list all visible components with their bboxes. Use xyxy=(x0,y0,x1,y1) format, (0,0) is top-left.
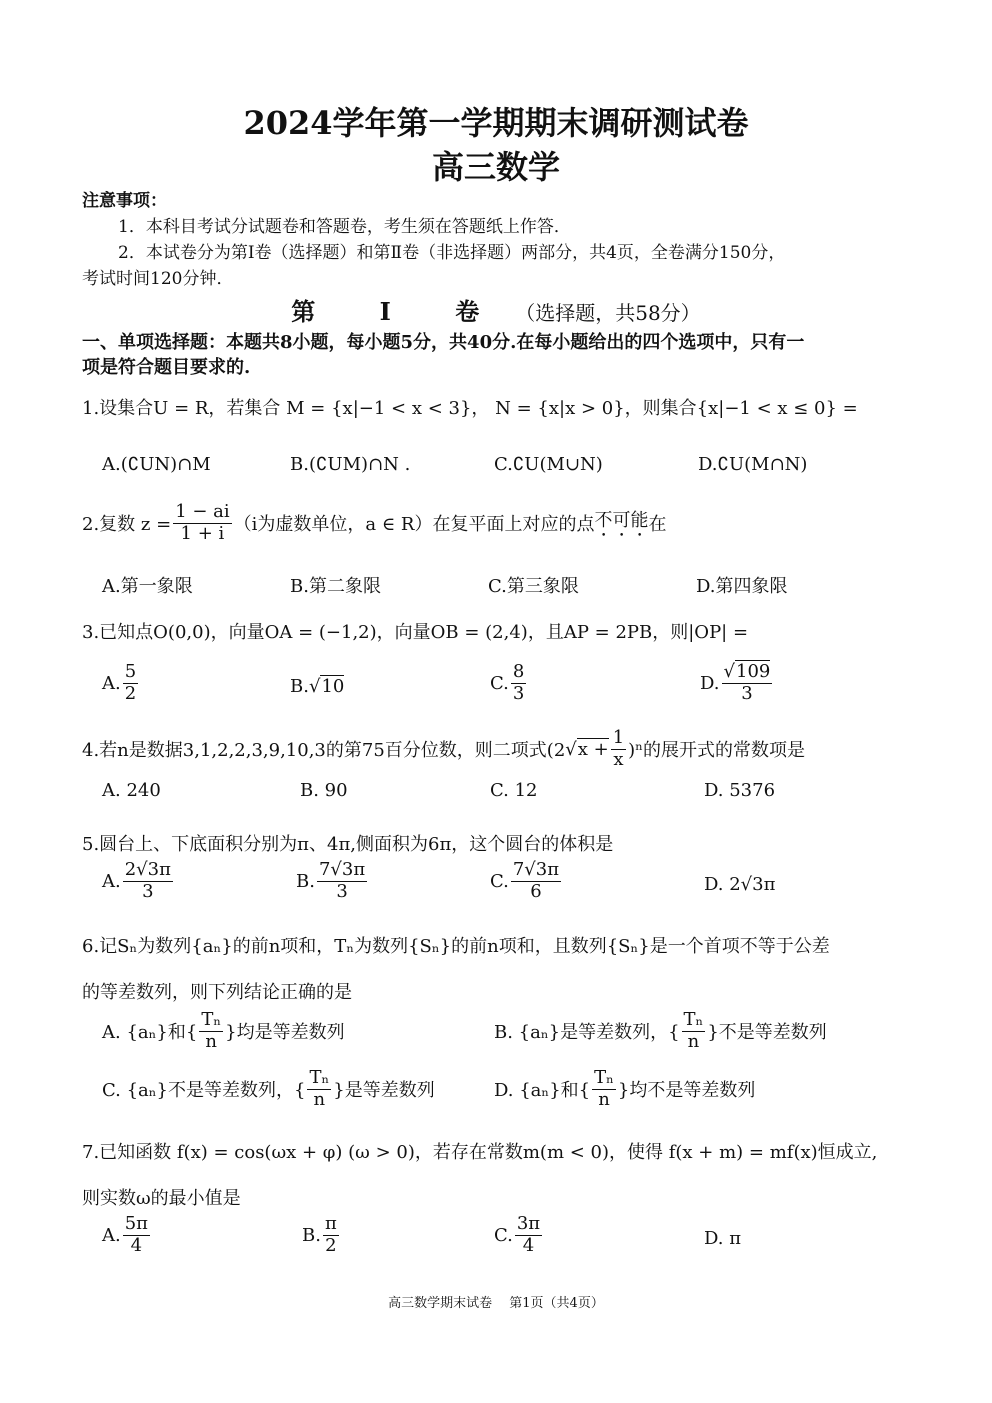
q3-b-val: 10 xyxy=(321,676,345,697)
q6-c-2: }是等差数列 xyxy=(333,1080,435,1102)
q3-d-label: D. xyxy=(700,672,720,694)
q2-frac-den: 1 + i xyxy=(180,522,225,544)
q6-option-a xyxy=(102,1010,345,1052)
q6-option-b xyxy=(494,1010,827,1052)
q6-option-d xyxy=(494,1068,755,1110)
q5-a-den: 3 xyxy=(142,880,154,902)
exam-subtitle: 高三数学 xyxy=(431,148,560,186)
q7-c-den: 4 xyxy=(522,1234,535,1256)
q6-option-c xyxy=(102,1068,435,1110)
question-2 xyxy=(82,502,666,544)
q4-option-a: A. 240 xyxy=(102,780,161,801)
section-header xyxy=(0,292,992,327)
question-5: 5.圆台上、下底面积分别为π、4π,侧面积为6π，这个圆台的体积是 xyxy=(82,834,614,855)
q6-b-frac xyxy=(682,1010,706,1052)
q2-option-d: D.第四象限 xyxy=(696,576,788,597)
section-instruction-a: 一、单项选择题：本题共8小题，每小题5分，共40分.在每小题给出的四个选项中，只有一 xyxy=(82,332,805,353)
question-1: 1.设集合U = R，若集合 M = {x|−1 < x < 3}， N = {x|x > 0}，则集合{x|−1 < x ≤ 0} = xyxy=(82,398,858,419)
q1-option-c: C.∁U(M∪N) xyxy=(494,454,603,475)
q6-d-num: Tₙ xyxy=(594,1067,614,1088)
q3-c-num: 8 xyxy=(512,661,525,682)
q3-a-den: 2 xyxy=(124,682,137,704)
q5-c-frac xyxy=(511,860,561,902)
q6-b-num: Tₙ xyxy=(683,1009,704,1030)
q3-a-num: 5 xyxy=(124,661,137,682)
q5-c-num: 7√3π xyxy=(512,859,560,880)
notice-item-1: 1．本科目考试分试题卷和答题卷，考生须在答题纸上作答． xyxy=(118,217,571,237)
q2-prefix: 2.复数 z = xyxy=(82,514,172,536)
q3-option-b: B.√10 xyxy=(290,676,345,697)
q6-a-num: Tₙ xyxy=(201,1009,222,1030)
q1-option-d: D.∁U(M∩N) xyxy=(698,454,808,475)
q7-option-c xyxy=(494,1214,544,1256)
question-7-line-2: 则实数ω的最小值是 xyxy=(82,1188,241,1209)
q1-option-b: B.(∁UM)∩N . xyxy=(290,454,411,475)
q3-c-frac xyxy=(511,662,526,704)
q4-option-d: D. 5376 xyxy=(704,780,776,801)
q2-option-a: A.第一象限 xyxy=(102,576,193,597)
q7-option-d: D. π xyxy=(704,1228,742,1249)
q7-option-a xyxy=(102,1214,152,1256)
notice-item-2b: 考试时间120分钟． xyxy=(82,269,234,289)
q1-option-a: A.(∁UN)∩M xyxy=(102,454,211,475)
q7-option-b xyxy=(302,1214,341,1256)
q2-option-b: B.第二象限 xyxy=(290,576,381,597)
q6-a-1: A. {aₙ}和{ xyxy=(102,1022,198,1044)
q3-option-d xyxy=(700,662,774,704)
q5-c-den: 6 xyxy=(530,880,542,902)
page-footer: 高三数学期末试卷 第1页（共4页） xyxy=(388,1296,604,1311)
question-4: 4.若n是数据3,1,2,2,3,9,10,3的第75百分位数，则二项式(2 √ x + $\frac{1}{x}$ )ⁿ的展开式的常数项是 xyxy=(82,727,805,770)
q3-d-den: 3 xyxy=(741,682,753,704)
q5-option-d: D. 2√3π xyxy=(704,874,776,895)
q7-b-frac xyxy=(323,1214,339,1256)
q3-c-label: C. xyxy=(490,672,509,694)
q7-c-num: 3π xyxy=(516,1213,541,1234)
q6-b-2: }不是等差数列 xyxy=(707,1022,827,1044)
q6-a-den: n xyxy=(205,1030,218,1052)
q4-text-1: 4.若n是数据3,1,2,2,3,9,10,3的第75百分位数，则二项式(2 xyxy=(82,740,566,762)
q2-emphasis: 不可能 xyxy=(594,509,649,531)
question-7-line-1: 7.已知函数 f(x) = cos(ωx + φ) (ω > 0)，若存在常数m(m < 0)，使得 f(x + m) = mf(x)恒成立, xyxy=(82,1142,878,1163)
q5-a-label: A. xyxy=(102,870,121,892)
q7-b-den: 2 xyxy=(325,1234,337,1256)
q5-option-a xyxy=(102,860,175,902)
q6-d-1: D. {aₙ}和{ xyxy=(494,1080,591,1102)
q5-b-den: 3 xyxy=(336,880,348,902)
q3-b-label: B. xyxy=(290,676,309,697)
question-6-line-2: 的等差数列，则下列结论正确的是 xyxy=(82,982,352,1003)
q6-a-frac xyxy=(199,1010,223,1052)
q3-c-den: 3 xyxy=(512,682,525,704)
q4-option-b: B. 90 xyxy=(300,780,348,801)
q5-option-c xyxy=(490,860,563,902)
q6-c-frac xyxy=(307,1068,331,1110)
q3-d-num: 109 xyxy=(736,661,771,682)
q6-b-den: n xyxy=(687,1030,700,1052)
q7-c-frac xyxy=(515,1214,542,1256)
notice-item-2a: 2．本试卷分为第Ⅰ卷（选择题）和第Ⅱ卷（非选择题）两部分，共4页，全卷满分150分， xyxy=(118,243,786,263)
q7-a-label: A. xyxy=(102,1224,121,1246)
q6-a-2: }均是等差数列 xyxy=(225,1022,345,1044)
q4-option-c: C. 12 xyxy=(490,780,538,801)
q2-frac-num: 1 − ai xyxy=(175,501,230,522)
q6-d-den: n xyxy=(598,1088,610,1110)
notice-heading: 注意事项： xyxy=(82,191,167,211)
q4-text-2: x + xyxy=(577,739,609,761)
q2-fraction xyxy=(173,502,231,544)
q5-b-num: 7√3π xyxy=(318,859,366,880)
q3-option-c xyxy=(490,662,528,704)
q7-c-label: C. xyxy=(494,1224,513,1246)
section-title: 第 Ⅰ 卷 xyxy=(291,297,508,326)
q3-d-frac xyxy=(722,662,773,704)
q5-a-num: 2√3π xyxy=(124,859,171,880)
question-3: 3.已知点O(0,0)，向量OA = (−1,2)，向量OB = (2,4)，且AP = 2PB，则|OP| = xyxy=(82,622,749,643)
section-instruction-b: 项是符合题目要求的. xyxy=(82,357,251,378)
q7-b-label: B. xyxy=(302,1224,321,1246)
q7-a-frac xyxy=(123,1214,150,1256)
question-6-line-1: 6.记Sₙ为数列{aₙ}的前n项和，Tₙ为数列{Sₙ}的前n项和，且数列{Sₙ}是一个首项不等于公差 xyxy=(82,936,830,957)
q6-c-num: Tₙ xyxy=(309,1067,330,1088)
exam-title: 2024学年第一学期期末调研测试卷 xyxy=(243,104,749,142)
q6-c-1: C. {aₙ}不是等差数列，{ xyxy=(102,1080,306,1102)
q3-d-num-wrap: √109 xyxy=(723,661,771,682)
q3-a-label: A. xyxy=(102,672,121,694)
q5-b-label: B. xyxy=(296,870,315,892)
q4-frac-den: x xyxy=(613,748,624,770)
q5-b-frac xyxy=(317,860,367,902)
q3-option-a xyxy=(102,662,140,704)
q2-suffix-1: （i为虚数单位，a ∈ R）在复平面上对应的点 xyxy=(233,514,595,536)
q7-b-num: π xyxy=(324,1213,337,1234)
q6-c-den: n xyxy=(313,1088,326,1110)
q4-fraction xyxy=(611,728,626,770)
q2-option-c: C.第三象限 xyxy=(488,576,579,597)
q6-d-frac xyxy=(592,1068,616,1110)
q2-suffix-2: 在 xyxy=(648,514,667,536)
q4-frac-num: 1 xyxy=(612,727,625,748)
q4-text-3: )ⁿ的展开式的常数项是 xyxy=(628,740,805,762)
q5-option-b xyxy=(296,860,369,902)
q7-a-num: 5π xyxy=(124,1213,149,1234)
q7-a-den: 4 xyxy=(130,1234,143,1256)
q6-d-2: }均不是等差数列 xyxy=(617,1080,756,1102)
q5-a-frac xyxy=(123,860,173,902)
q3-a-frac xyxy=(123,662,138,704)
section-subtitle: （选择题，共58分） xyxy=(515,301,701,325)
q6-b-1: B. {aₙ}是等差数列，{ xyxy=(494,1022,680,1044)
q5-c-label: C. xyxy=(490,870,509,892)
